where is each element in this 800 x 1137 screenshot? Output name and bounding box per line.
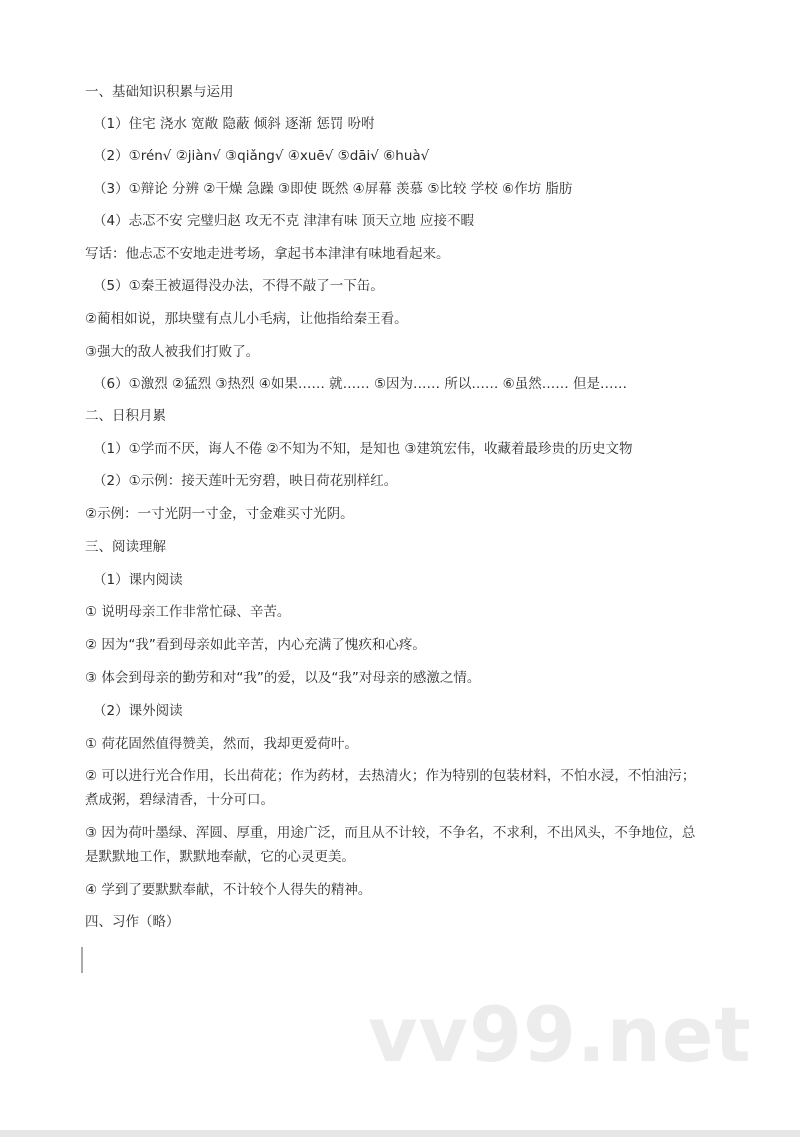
answer-line: ③ 体会到母亲的勤劳和对“我”的爱，以及“我”对母亲的感激之情。 xyxy=(85,670,481,686)
section-heading-2: 二、日积月累 xyxy=(85,408,166,424)
answer-line: 写话：他忐忑不安地走进考场，拿起书本津津有味地看起来。 xyxy=(85,246,450,262)
answer-line: ② 因为“我”看到母亲如此辛苦，内心充满了愧疚和心疼。 xyxy=(85,637,426,653)
answer-line: ②示例：一寸光阴一寸金，寸金难买寸光阴。 xyxy=(85,506,354,522)
answer-paragraph: ③ 因为荷叶墨绿、浑圆、厚重，用途广泛，而且从不计较，不争名，不求利，不出风头，不争地位，总是默默地工作，默默地奉献，它的心灵更美。 xyxy=(85,825,696,865)
answer-line: （1）住宅 浇水 宽敞 隐蔽 倾斜 逐渐 惩罚 吩咐 xyxy=(93,116,375,132)
answer-line: ③强大的敌人被我们打败了。 xyxy=(85,344,260,360)
page-bottom-edge xyxy=(0,1130,800,1137)
answer-line: ① 说明母亲工作非常忙碌、辛苦。 xyxy=(85,604,291,620)
answer-line: ④ 学到了要默默奉献，不计较个人得失的精神。 xyxy=(85,882,372,898)
answer-line: ②蔺相如说，那块璧有点儿小毛病，让他指给秦王看。 xyxy=(85,311,408,327)
text-cursor xyxy=(81,947,83,973)
answer-line: （6）①激烈 ②猛烈 ③热烈 ④如果…… 就…… ⑤因为…… 所以…… ⑥虽然…… 但是…… xyxy=(93,376,628,392)
answer-line: ① 荷花固然值得赞美，然而，我却更爱荷叶。 xyxy=(85,736,358,752)
section-heading-1: 一、基础知识积累与运用 xyxy=(85,84,234,100)
answer-line: （1）①学而不厌，诲人不倦 ②不知为不知，是知也 ③建筑宏伟，收藏着最珍贵的历史文物 xyxy=(93,441,633,457)
answer-line: （5）①秦王被逼得没办法，不得不敲了一下缶。 xyxy=(93,278,384,294)
section-heading-4: 四、习作（略） xyxy=(85,914,180,930)
answer-line: （3）①辩论 分辨 ②干燥 急躁 ③即使 既然 ④屏幕 羡慕 ⑤比较 学校 ⑥作坊 脂肪 xyxy=(93,181,573,197)
watermark: vv99.net xyxy=(368,990,752,1079)
answer-line: （4）忐忑不安 完璧归赵 攻无不克 津津有味 顶天立地 应接不暇 xyxy=(93,213,475,229)
section-heading-3: 三、阅读理解 xyxy=(85,539,166,555)
subheading: （1）课内阅读 xyxy=(93,572,183,588)
answer-line: （2）①rén√ ②jiàn√ ③qiǎng√ ④xuē√ ⑤dāi√ ⑥huà√ xyxy=(93,148,430,164)
answer-paragraph: ② 可以进行光合作用，长出荷花；作为药材，去热清火；作为特别的包装材料，不怕水浸，不怕油污；煮成粥，碧绿清香，十分可口。 xyxy=(85,768,696,808)
answer-line: （2）①示例：接天莲叶无穷碧，映日荷花别样红。 xyxy=(93,473,398,489)
subheading: （2）课外阅读 xyxy=(93,703,183,719)
